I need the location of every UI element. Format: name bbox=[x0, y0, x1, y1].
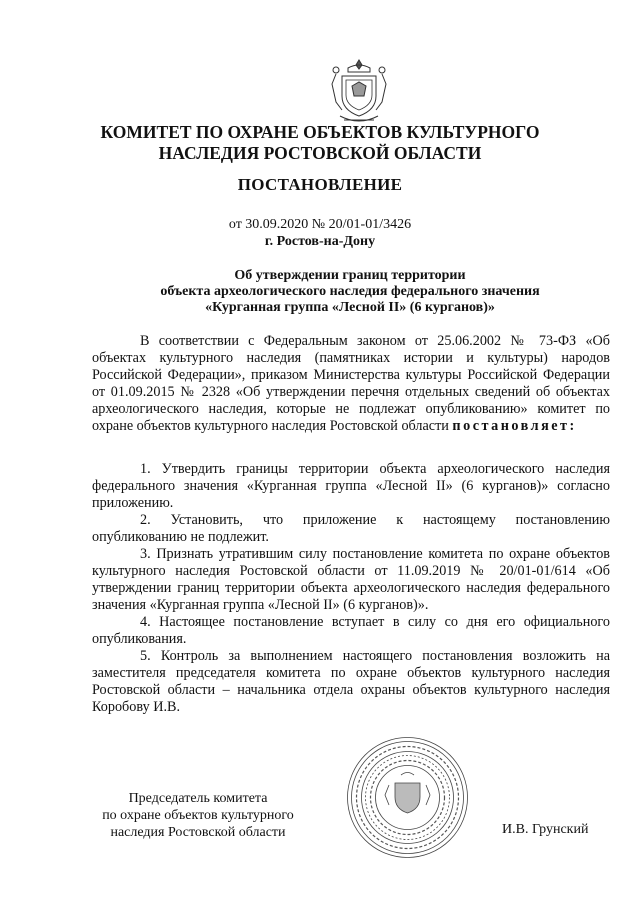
preamble-text: В соответствии с Федеральным законом от 25.06.2002 № 73-ФЗ «Об объектах культурного наследия (памятниках истории и культуры) народов Российской Федерации», приказом Министерства культуры Российской Федерации от 01.09.2015 № 2328 «Об утверждении перечня отдельных сведений об объектах археологического наследия, которые не подлежат опубликованию» комитет по охране объектов культурного наследия Ростовской области bbox=[92, 333, 610, 434]
coat-of-arms-icon bbox=[330, 58, 388, 124]
signatory-position bbox=[88, 790, 308, 841]
preamble bbox=[92, 333, 610, 435]
subject-line-1: Об утверждении границ территории bbox=[234, 268, 466, 283]
date-number: от 30.09.2020 № 20/01-01/3426 bbox=[228, 217, 412, 232]
list-item: 5. Контроль за выполнением настоящего постановления возложить на заместителя председателя комитета по охране объектов культурного наследия Ростовской области – начальника отдела охраны объектов культурного наследия Коробову И.В. bbox=[92, 648, 610, 715]
city: г. Ростов-на-Дону bbox=[264, 234, 376, 249]
resolution-items bbox=[92, 461, 610, 716]
list-item: 1. Утвердить границы территории объекта археологического наследия федерального значения «Курганная группа «Лесной II» (6 курганов)» согласно приложению. bbox=[92, 461, 610, 511]
document-type: ПОСТАНОВЛЕНИЕ bbox=[237, 175, 403, 194]
decides-word: постановляет: bbox=[452, 418, 577, 434]
subject-line-3: «Курганная группа «Лесной II» (6 курганов)» bbox=[205, 300, 495, 315]
position-line-1: Председатель комитета bbox=[128, 791, 268, 806]
subject-line-2: объекта археологического наследия федерального значения bbox=[160, 284, 540, 299]
org-line-2: НАСЛЕДИЯ РОСТОВСКОЙ ОБЛАСТИ bbox=[158, 143, 482, 163]
organization-name bbox=[0, 122, 640, 164]
org-line-1: КОМИТЕТ ПО ОХРАНЕ ОБЪЕКТОВ КУЛЬТУРНОГО bbox=[100, 122, 540, 142]
document-subject bbox=[140, 268, 560, 316]
list-item: 3. Признать утратившим силу постановление комитета по охране объектов культурного наследия Ростовской области от 11.09.2019 № 20/01-01/614 «Об утверждении границ территории объекта археологического наследия федерального значения «Курганная группа «Лесной II» (6 курганов)». bbox=[92, 546, 610, 613]
list-item: 4. Настоящее постановление вступает в силу со дня его официального опубликования. bbox=[92, 614, 610, 647]
list-item: 2. Установить, что приложение к настоящему постановлению опубликованию не подлежит. bbox=[92, 512, 610, 545]
official-seal-icon bbox=[345, 735, 470, 860]
position-line-2: по охране объектов культурного bbox=[102, 808, 294, 823]
position-line-3: наследия Ростовской области bbox=[110, 825, 286, 840]
signatory-name: И.В. Грунский bbox=[502, 822, 589, 837]
